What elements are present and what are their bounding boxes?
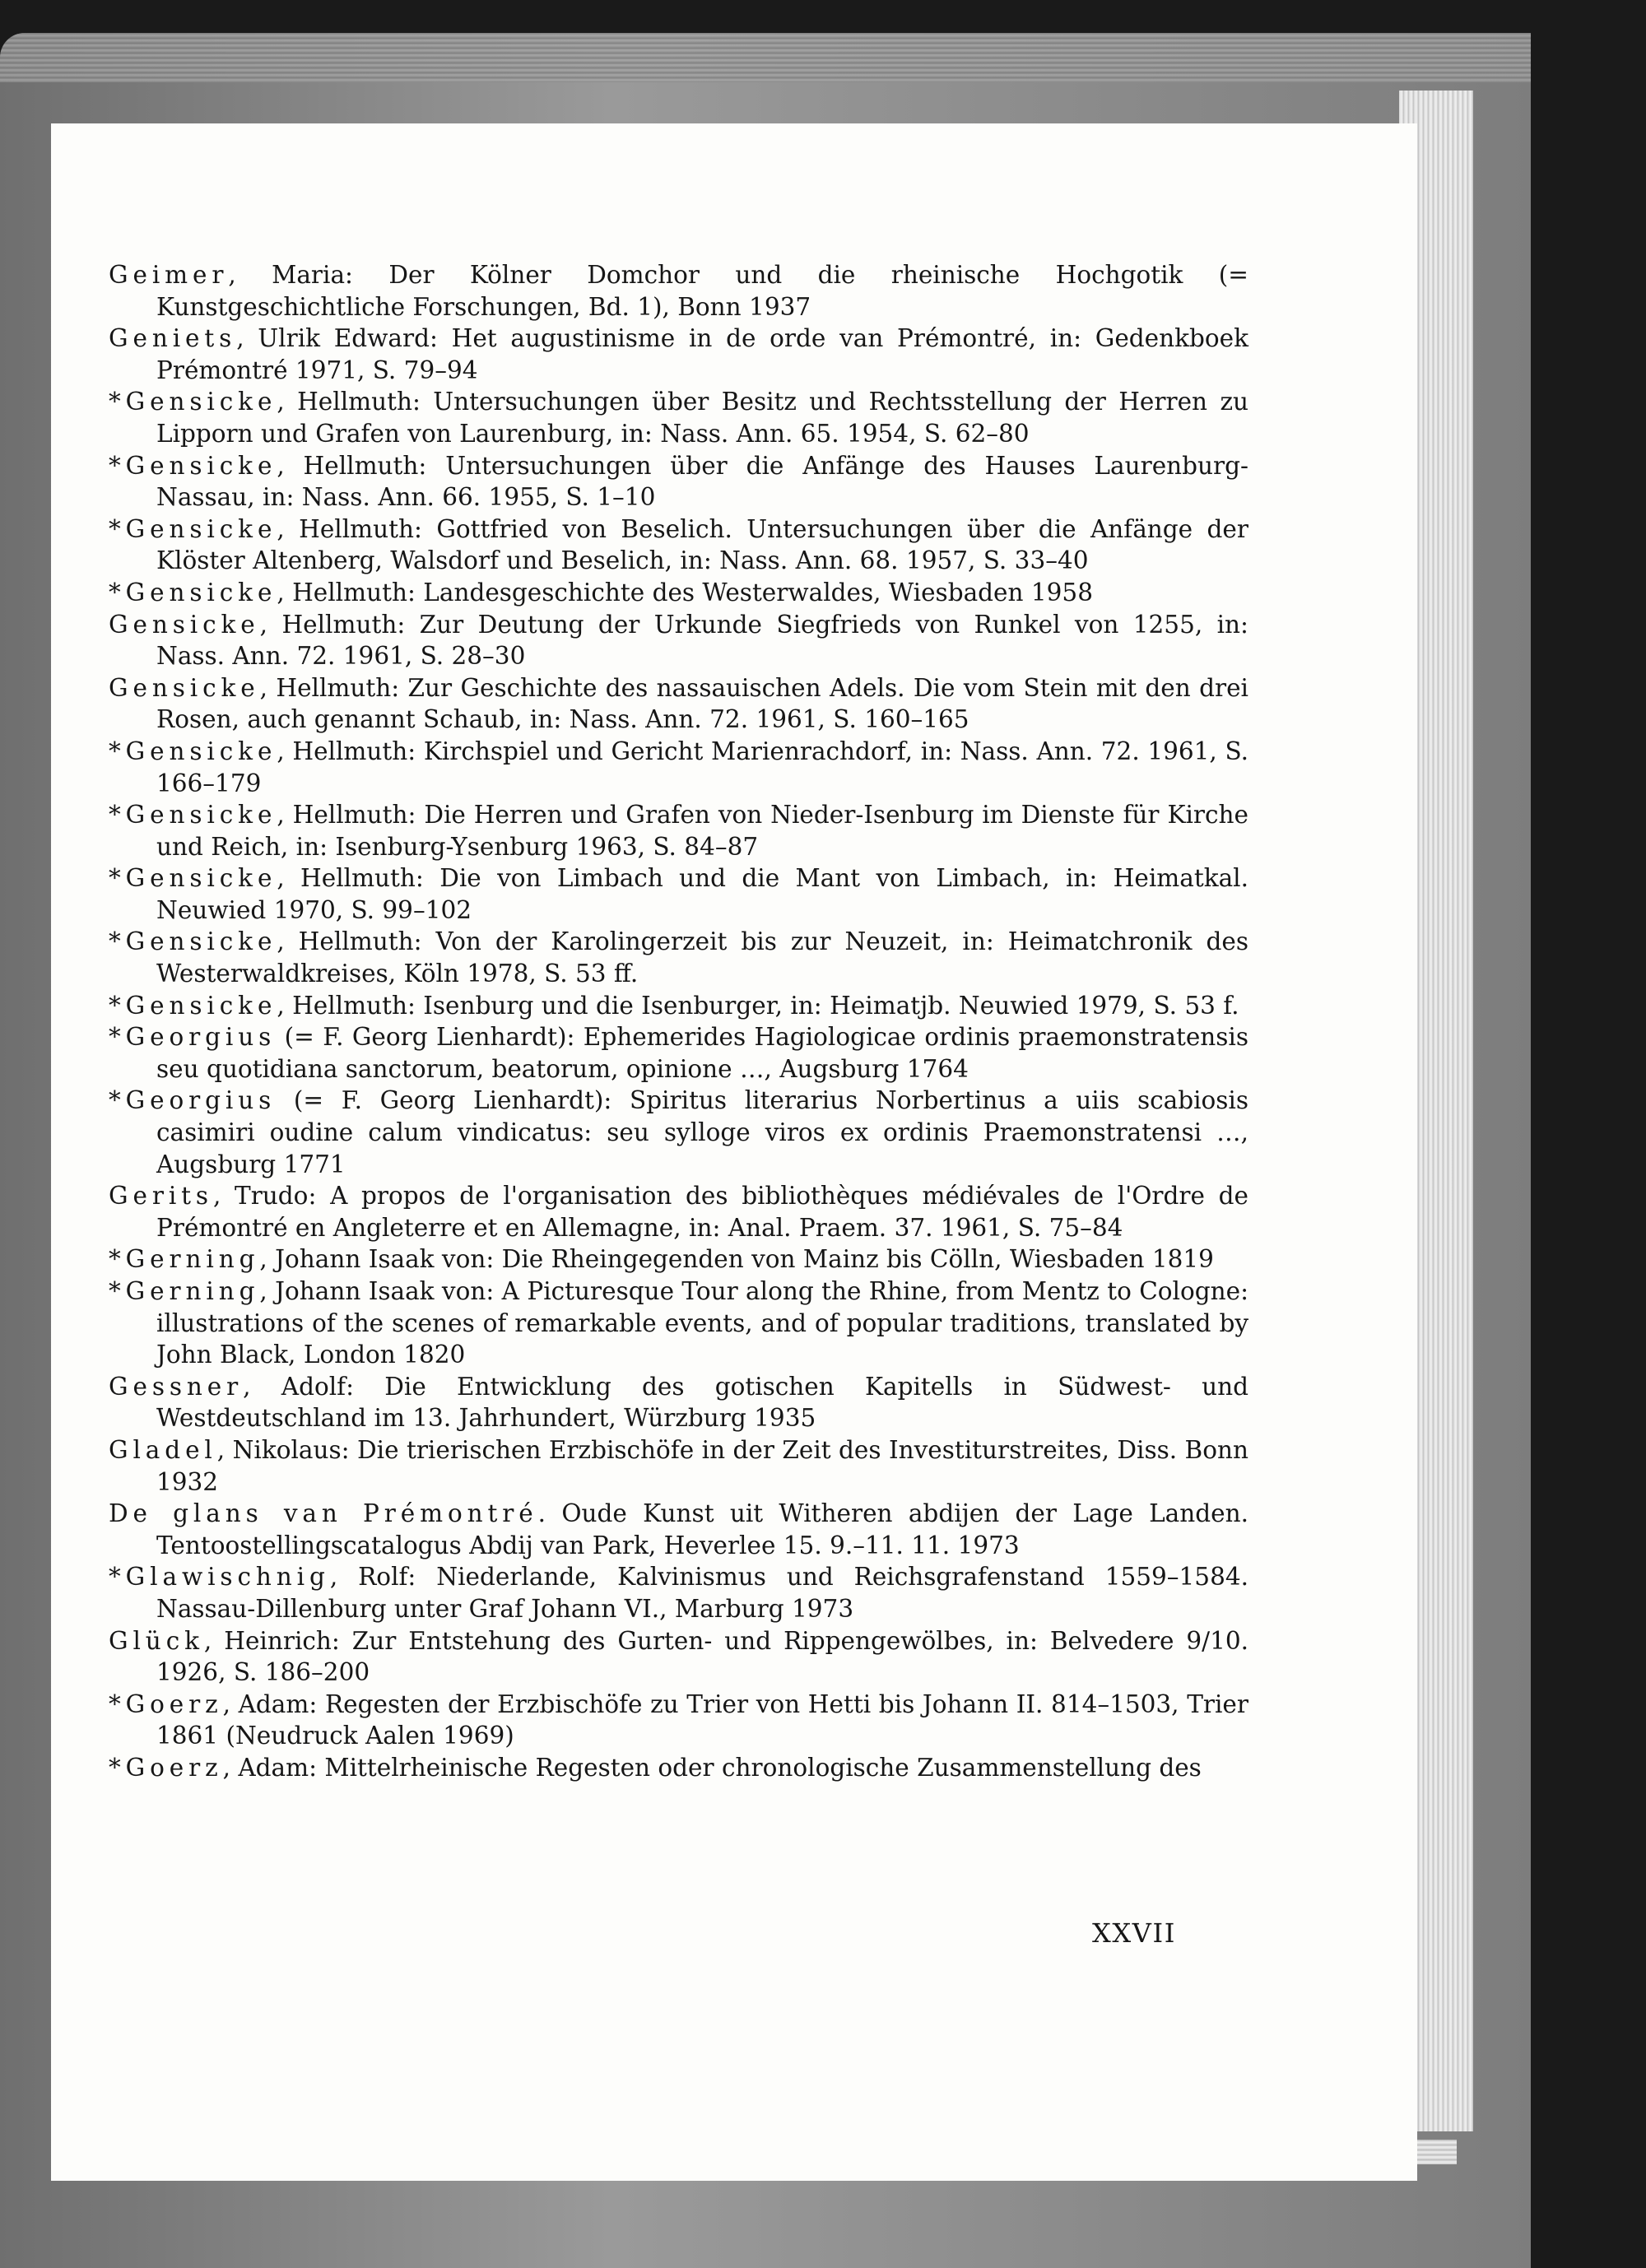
bibliography-entry <box>109 736 1248 799</box>
entry-author: *Gerning <box>109 1245 260 1274</box>
bibliography-entry <box>109 1498 1248 1561</box>
entry-author: Geniets <box>109 324 237 353</box>
bibliography-entry <box>109 1371 1248 1434</box>
bibliography-entry <box>109 1085 1248 1180</box>
entry-text: , Hellmuth: Untersuchungen über die Anfänge des Hauses Laurenburg-Nassau, in: Nass. Ann. 66. 1955, S. 1–10 <box>156 451 1248 512</box>
bibliography-list <box>109 259 1248 1784</box>
entry-author: *Gensicke <box>109 388 277 416</box>
bibliography-entry <box>109 1180 1248 1243</box>
entry-author: *Gensicke <box>109 451 277 480</box>
bibliography-entry <box>109 1434 1248 1498</box>
entry-author: Geimer <box>109 261 229 289</box>
entry-author: Glück <box>109 1626 204 1655</box>
bibliography-entry <box>109 1243 1248 1276</box>
entry-text: , Hellmuth: Von der Karolingerzeit bis zur Neuzeit, in: Heimatchronik des Westerwaldkreises, Köln 1978, S. 53 ff. <box>156 927 1248 988</box>
bibliography-entry <box>109 577 1248 609</box>
entry-author: *Gensicke <box>109 578 277 607</box>
entry-text: , Nikolaus: Die trierischen Erzbischöfe in der Zeit des Investiturstreites, Diss. Bonn 1932 <box>156 1435 1248 1496</box>
entry-text: , Adam: Mittelrheinische Regesten oder chronologische Zusammenstellung des <box>222 1753 1202 1782</box>
entry-text: , Maria: Der Kölner Domchor und die rheinische Hochgotik (= Kunstgeschichtliche Forschungen, Bd. 1), Bonn 1937 <box>156 261 1248 321</box>
entry-author: *Gerning <box>109 1277 260 1305</box>
entry-author: *Gensicke <box>109 927 277 956</box>
bibliography-entry <box>109 1689 1248 1752</box>
entry-author: *Glawischnig <box>109 1563 330 1592</box>
bibliography-entry <box>109 799 1248 862</box>
book-page <box>51 123 1417 2181</box>
entry-text: . Oude Kunst uit Witheren abdijen der Lage Landen. Tentoostellingscatalogus Abdij van Park, Heverlee 15. 9.–11. 11. 1973 <box>156 1499 1248 1559</box>
bibliography-entry <box>109 259 1248 323</box>
page-number: XXVII <box>1092 1917 1176 1949</box>
entry-author: *Gensicke <box>109 801 277 830</box>
entry-author: Gladel <box>109 1435 217 1464</box>
entry-text: , Adolf: Die Entwicklung des gotischen Kapitells in Südwest- und Westdeutschland im 13. Jahrhundert, Würzburg 1935 <box>156 1372 1248 1433</box>
entry-text: , Trudo: A propos de l'organisation des bibliothèques médiévales de l'Ordre de Prémontré en Angleterre et en Allemagne, in: Anal. Praem. 37. 1961, S. 75–84 <box>156 1182 1248 1242</box>
entry-author: De glans van Prémontré <box>109 1499 538 1528</box>
entry-author: *Gensicke <box>109 991 277 1020</box>
entry-text: (= F. Georg Lienhardt): Ephemerides Hagiologicae ordinis praemonstratensis seu quotidiana sanctorum, beatorum, opinione …, Augsburg 1764 <box>156 1023 1248 1083</box>
bibliography-entry <box>109 1021 1248 1085</box>
entry-text: , Hellmuth: Die von Limbach und die Mant von Limbach, in: Heimatkal. Neuwied 1970, S. 99–102 <box>156 864 1248 924</box>
entry-text: , Hellmuth: Isenburg und die Isenburger, in: Heimatjb. Neuwied 1979, S. 53 f. <box>277 991 1239 1020</box>
entry-author: *Gensicke <box>109 514 277 543</box>
entry-text: , Ulrik Edward: Het augustinisme in de orde van Prémontré, in: Gedenkboek Prémontré 1971, S. 79–94 <box>156 324 1248 384</box>
bibliography-entry <box>109 990 1248 1022</box>
entry-author: Gessner <box>109 1372 244 1401</box>
entry-text: , Johann Isaak von: A Picturesque Tour along the Rhine, from Mentz to Cologne: illustrations of the scenes of remarkable events, and of popular traditions, translated by John Black, London 1820 <box>156 1277 1249 1369</box>
entry-author: *Georgius <box>109 1023 277 1052</box>
bibliography-entry <box>109 450 1248 514</box>
bibliography-entry <box>109 672 1248 736</box>
entry-text: , Hellmuth: Landesgeschichte des Westerwaldes, Wiesbaden 1958 <box>277 578 1093 607</box>
entry-author: *Gensicke <box>109 737 277 765</box>
bibliography-entry <box>109 862 1248 926</box>
entry-author: *Goerz <box>109 1753 223 1782</box>
entry-author: *Gensicke <box>109 864 277 893</box>
entry-author: Gensicke <box>109 673 260 702</box>
bibliography-entry <box>109 926 1248 989</box>
bibliography-entry <box>109 1625 1248 1689</box>
entry-author: *Georgius <box>109 1086 277 1115</box>
bibliography-entry <box>109 323 1248 386</box>
entry-text: , Heinrich: Zur Entstehung des Gurten- und Rippengewölbes, in: Belvedere 9/10. 1926, S. 186–200 <box>156 1626 1248 1687</box>
entry-author: Gensicke <box>109 610 260 639</box>
entry-text: , Hellmuth: Untersuchungen über Besitz und Rechtsstellung der Herren zu Lipporn und Grafen von Laurenburg, in: Nass. Ann. 65. 1954, S. 62–80 <box>156 388 1248 448</box>
bibliography-entry <box>109 1752 1248 1784</box>
entry-author: *Goerz <box>109 1689 223 1718</box>
bibliography-entry <box>109 1561 1248 1624</box>
entry-text: , Hellmuth: Kirchspiel und Gericht Marienrachdorf, in: Nass. Ann. 72. 1961, S. 166–179 <box>156 737 1248 797</box>
entry-text: , Hellmuth: Gottfried von Beselich. Untersuchungen über die Anfänge der Klöster Altenberg, Walsdorf und Beselich, in: Nass. Ann. 68. 1957, S. 33–40 <box>156 514 1248 575</box>
bibliography-entry <box>109 514 1248 577</box>
entry-text: , Rolf: Niederlande, Kalvinismus und Reichsgrafenstand 1559–1584. Nassau-Dillenburg unter Graf Johann VI., Marburg 1973 <box>156 1563 1248 1623</box>
entry-text: , Adam: Regesten der Erzbischöfe zu Trier von Hetti bis Johann II. 814–1503, Trier 1861 (Neudruck Aalen 1969) <box>156 1689 1248 1750</box>
entry-text: , Johann Isaak von: Die Rheingegenden von Mainz bis Cölln, Wiesbaden 1819 <box>259 1245 1214 1274</box>
entry-text: (= F. Georg Lienhardt): Spiritus literarius Norbertinus a uiis scabiosis casimiri oudine calum vindicatus: seu sylloge viros ex ordinis Praemonstratensi …, Augsburg 1771 <box>156 1086 1248 1178</box>
entry-text: , Hellmuth: Die Herren und Grafen von Nieder-Isenburg im Dienste für Kirche und Reich, in: Isenburg-Ysenburg 1963, S. 84–87 <box>156 801 1248 861</box>
entry-text: , Hellmuth: Zur Geschichte des nassauischen Adels. Die vom Stein mit den drei Rosen, auch genannt Schaub, in: Nass. Ann. 72. 1961, S. 160–165 <box>156 673 1248 734</box>
book-cover-edge <box>0 33 1531 82</box>
entry-author: Gerits <box>109 1182 213 1211</box>
bibliography-entry <box>109 386 1248 449</box>
entry-text: , Hellmuth: Zur Deutung der Urkunde Siegfrieds von Runkel von 1255, in: Nass. Ann. 72. 1961, S. 28–30 <box>156 610 1248 671</box>
bibliography-entry <box>109 609 1248 672</box>
bibliography-entry <box>109 1276 1248 1371</box>
